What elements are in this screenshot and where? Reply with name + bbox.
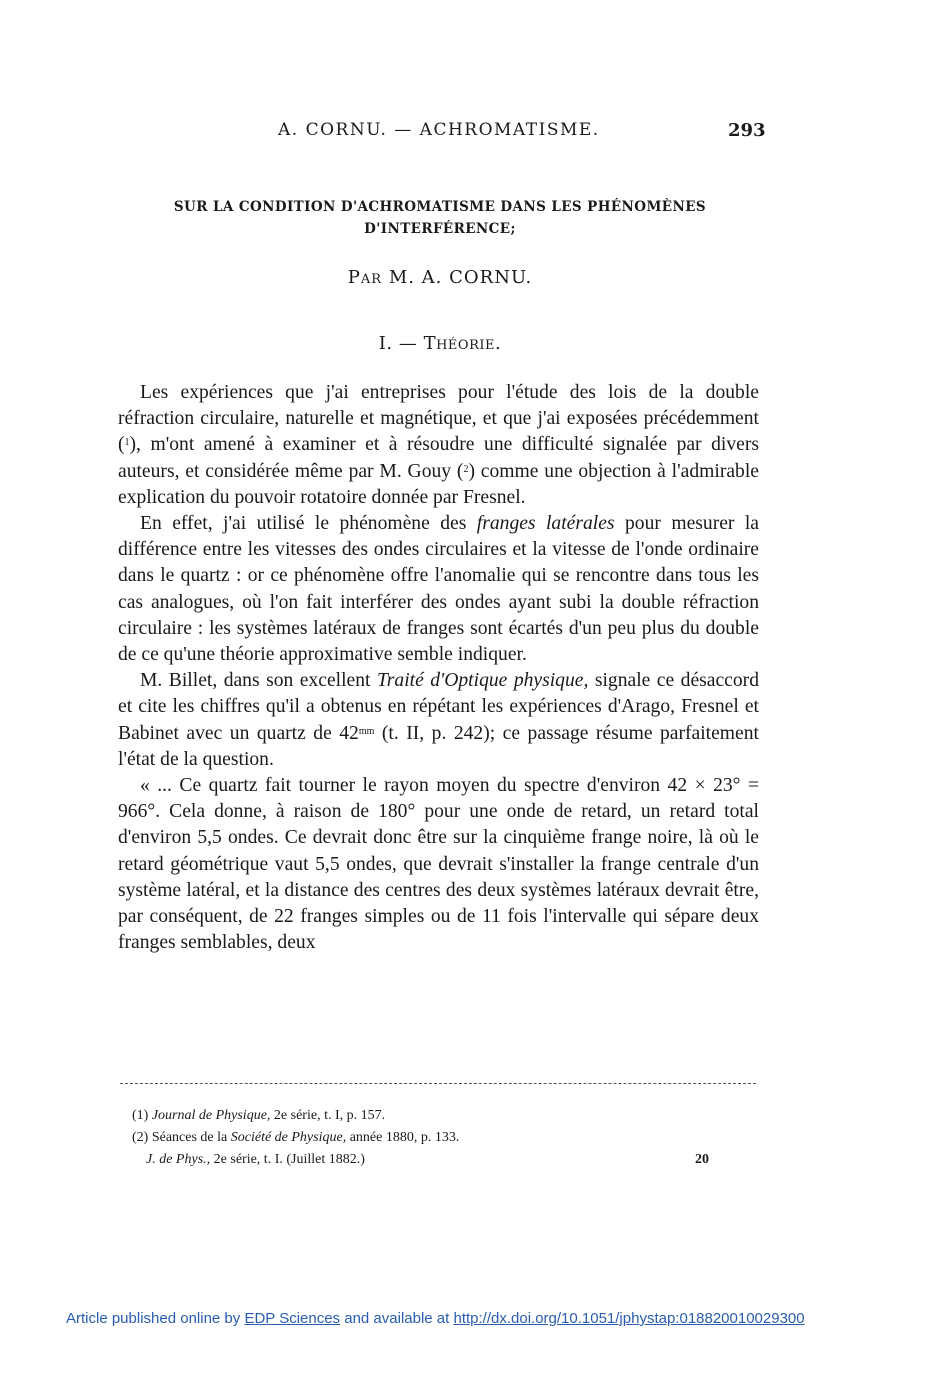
footnote-2-italic: Société de Physique, [230,1130,347,1145]
running-head [0,120,930,146]
paragraph-2-text-a: En effet, j'ai utilisé le phénomène des [140,513,477,535]
section-heading [120,333,760,354]
running-head-title: A. CORNU. — ACHROMATISME. [278,120,600,140]
paragraph-2 [118,511,759,668]
paragraph-3-unit: mm [358,725,375,737]
article-title-line-1: SUR LA CONDITION D'ACHROMATISME DANS LES PHÉNOMÈNES [173,199,707,215]
paragraph-2-text-b: pour mesurer la différence entre les vitesses des ondes circulaires et la vitesse de l'onde ordinaire dans le quartz : or ce phénomène offre l'anomalie qui se rencontre dans tous les cas analogues, où l'on fait interférer des ondes ayant subi la double réfraction circulaire : les systèmes latéraux de franges sont écartés d'un peu plus du double de ce qu'une théorie approximative semble indiquer. [118,513,760,666]
paragraph-3-text-a: M. Billet, dans son excellent [140,670,377,692]
journal-signature-line [132,1149,772,1171]
footnote-1 [132,1105,772,1127]
author-name: M. A. CORNU. [388,267,533,288]
section-number: I. — [378,333,418,354]
body-text [118,380,759,956]
paragraph-3 [118,668,759,773]
paragraph-3-text-b: signale ce désaccord et cite les chiffres qu'il a obtenus en répétant les expériences d'Arago, Fresnel et Babinet avec un quartz de 42 [118,670,759,744]
footnote-1-rest: 2e série, t. I, p. 157. [270,1108,386,1123]
article-title-line-2: D'INTERFÉRENCE; [364,221,516,237]
edp-sciences-link[interactable]: EDP Sciences [244,1310,341,1327]
section-title: Théorie. [423,333,502,354]
footnotes [132,1105,772,1171]
footnote-ref-1: 1 [124,437,130,449]
page-number: 293 [728,120,766,141]
paragraph-3-italic: Traité d'Optique physique, [376,670,589,692]
paragraph-1-text-c: ) comme une objection à l'admirable explication du pouvoir rotatoire donnée par Fresnel. [118,460,759,508]
publisher-prefix: Article published online by [66,1310,245,1327]
paragraph-1-text-b: ), m'ont amené à examiner et à résoudre une difficulté signalée par divers auteurs, et considérée même par M. Gouy ( [118,434,759,482]
footnote-2-mark: (2) [132,1130,149,1145]
footnote-divider [120,1083,756,1084]
footnote-2-text-a: Séances de la [151,1130,231,1145]
footnote-2 [132,1127,772,1149]
footnote-2-rest: année 1880, p. 133. [346,1130,460,1145]
footnote-1-italic: Journal de Physique, [151,1108,271,1123]
journal-abbrev: J. de Phys., [146,1152,211,1167]
publisher-middle: and available at [340,1310,454,1327]
paragraph-1-text-a: Les expériences que j'ai entreprises pour l'étude des lois de la double réfraction circulaire, naturelle et magnétique, et que j'ai exposées précédemment ( [118,382,759,456]
paragraph-4: « ... Ce quartz fait tourner le rayon moyen du spectre d'environ 42 × 23° = 966°. Cela donne, à raison de 180° pour une onde de retard, un retard total d'environ 5,5 ondes. Ce devrait donc être sur la cinquième frange noire, là où le retard géométrique vaut 5,5 ondes, que devrait s'installer la frange centrale d'un système latéral, et la distance des centres des deux systèmes latéraux devrait être, par conséquent, de 22 franges simples ou de 11 fois l'intervalle qui sépare deux franges semblables, deux [118,775,759,954]
paragraph-2-italic: franges latérales [476,513,615,535]
paragraph-3-text-c: (t. II, p. 242); ce passage résume parfaitement l'état de la question. [118,722,759,770]
author-byline [120,267,760,288]
footnote-ref-2: 2 [463,463,469,475]
paragraph-1 [118,380,759,511]
footnote-1-mark: (1) [132,1108,149,1123]
doi-link[interactable]: http://dx.doi.org/10.1051/jphystap:018820010029300 [453,1310,805,1327]
author-prefix: Par [347,267,383,288]
journal-series: 2e série, t. I. (Juillet 1882.) [210,1152,365,1167]
sheet-number: 20 [695,1152,709,1167]
publisher-notice [66,1310,866,1327]
article-title [120,196,760,240]
